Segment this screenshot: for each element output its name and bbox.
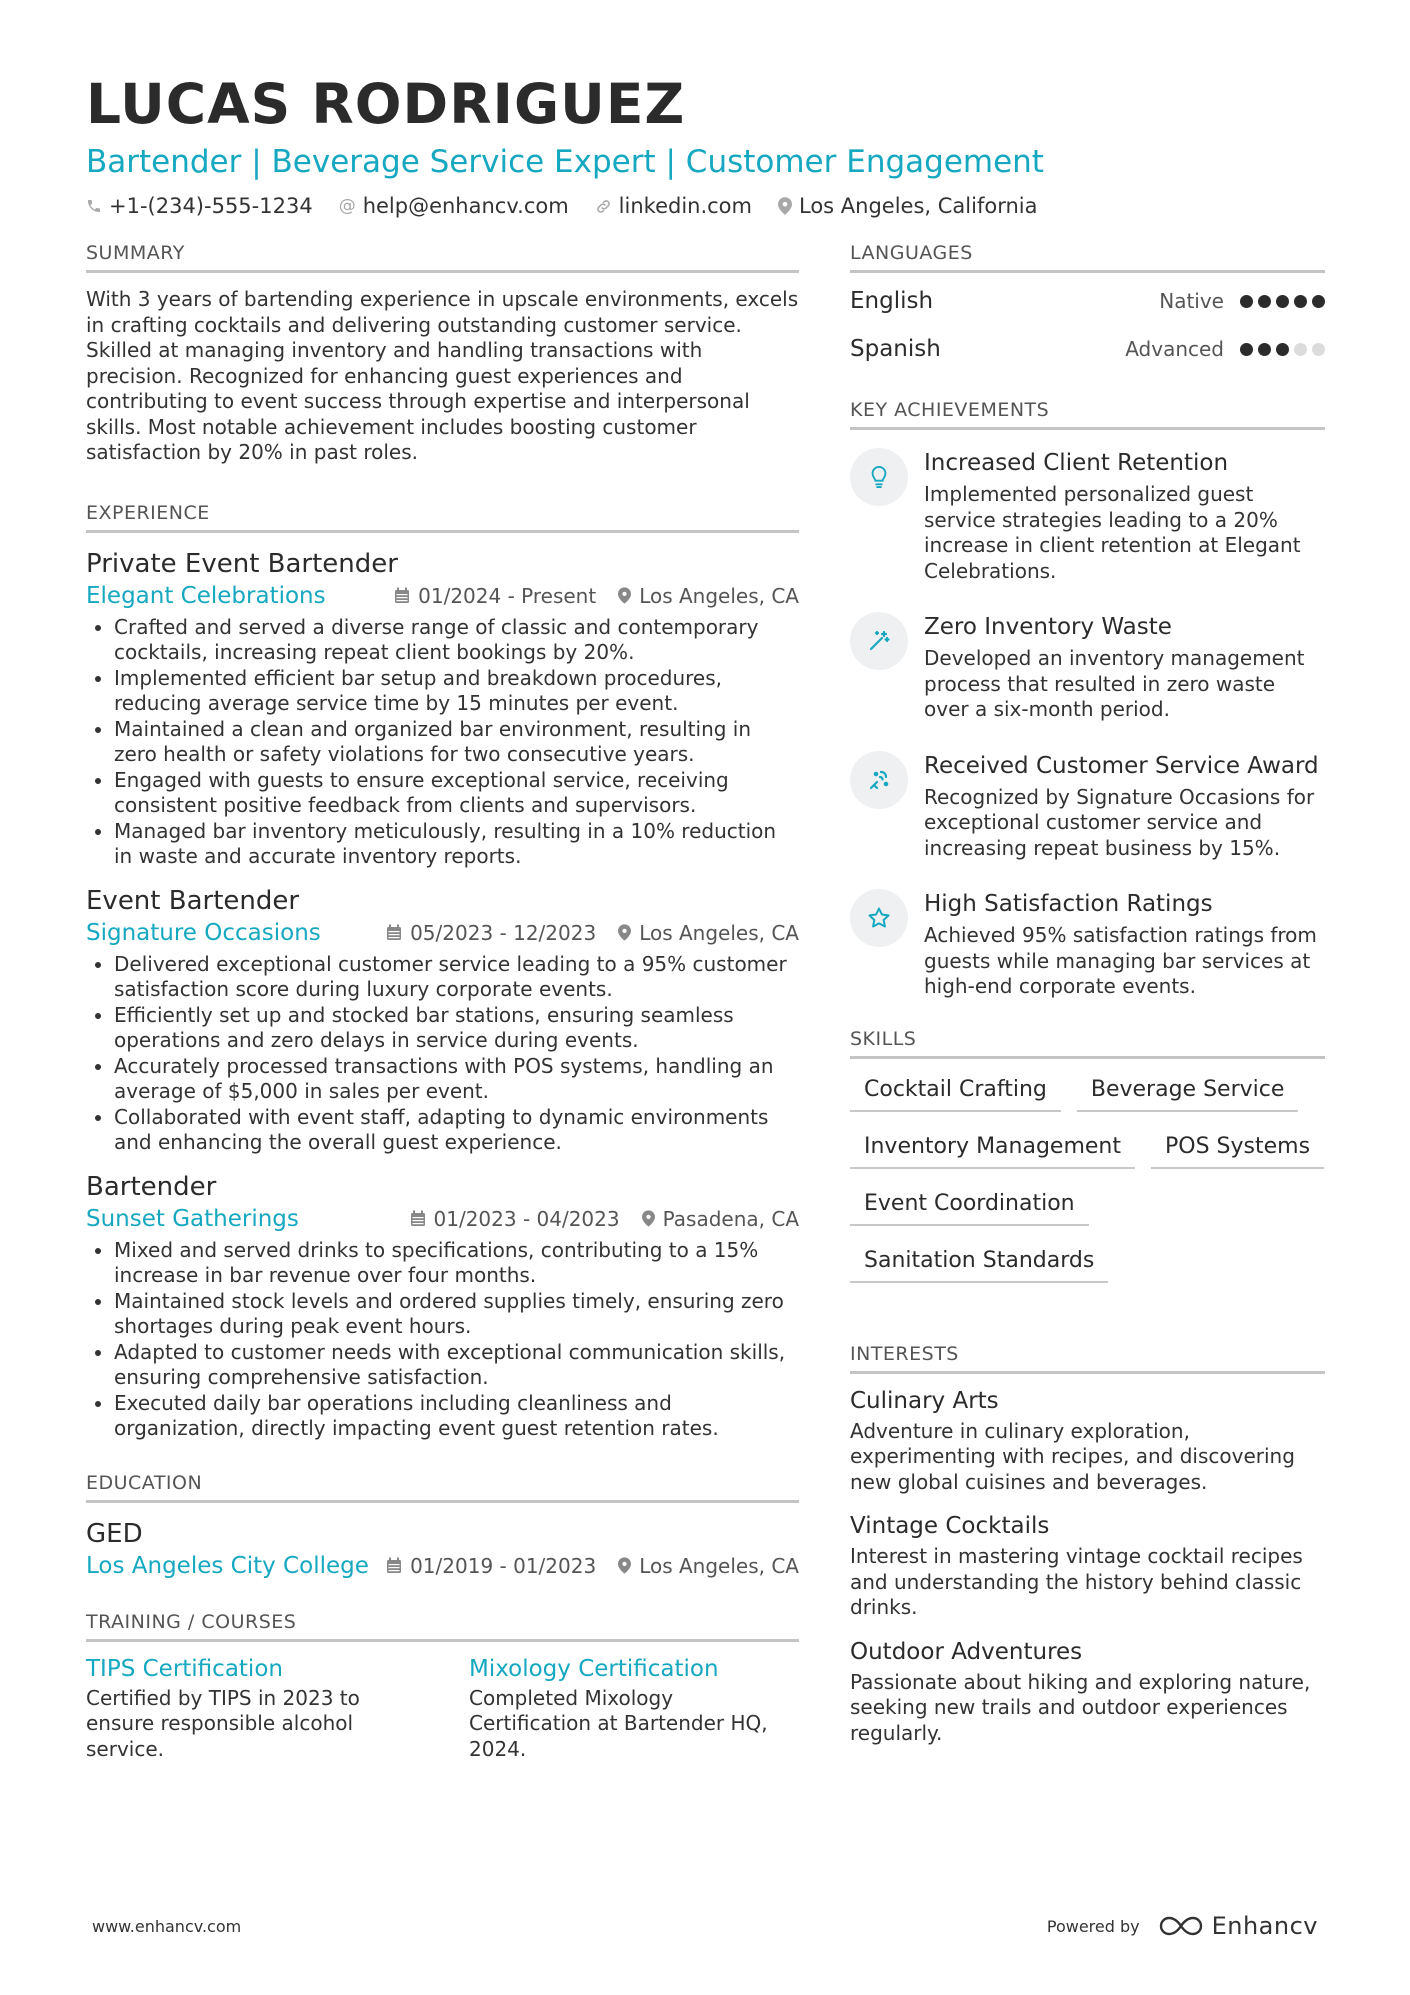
language-row <box>850 325 1325 373</box>
rating-dot-empty <box>1294 343 1307 356</box>
at-icon: @ <box>338 196 356 216</box>
location-text: Pasadena, CA <box>662 1206 799 1231</box>
job-entry <box>86 547 799 870</box>
date-text: 01/2019 - 01/2023 <box>410 1553 597 1578</box>
star-icon <box>850 889 908 947</box>
language-name: Spanish <box>850 336 941 362</box>
course-desc: Completed Mixology Certification at Bartender HQ, 2024. <box>469 1685 768 1761</box>
job-bullets <box>86 952 799 1156</box>
bullet-item: • Engaged with guests to ensure exceptional service, receiving consistent positive feedback from clients and supervisors. <box>114 768 799 819</box>
degree: GED <box>86 1518 143 1549</box>
section-title: TRAINING / COURSES <box>86 1611 799 1642</box>
location-icon <box>618 587 631 604</box>
achievement-title: Increased Client Retention <box>924 450 1229 476</box>
bullet-item: • Efficiently set up and stocked bar stations, ensuring seamless operations and zero delays in service during events. <box>114 1003 799 1054</box>
location-icon <box>618 1557 631 1574</box>
bullet-item: • Maintained stock levels and ordered supplies timely, ensuring zero shortages during peak event hours. <box>114 1289 799 1340</box>
skill-tag: Sanitation Standards <box>850 1244 1108 1283</box>
bullet-item: • Implemented efficient bar setup and breakdown procedures, reducing average service time by 15 minutes per event. <box>114 666 799 717</box>
job-bullets <box>86 1238 799 1442</box>
bullet-item: • Crafted and served a diverse range of classic and contemporary cocktails, increasing repeat client bookings by 20%. <box>114 615 799 666</box>
course-title: Mixology Certification <box>469 1655 719 1682</box>
experience-section <box>86 502 799 1442</box>
interest-item <box>850 1639 1325 1747</box>
course-title: TIPS Certification <box>86 1655 283 1682</box>
candidate-name: LUCAS RODRIGUEZ <box>86 72 686 136</box>
achievement-desc: Developed an inventory management process that resulted in zero waste over a six-month period. <box>924 646 1305 721</box>
job-entry <box>86 884 799 1156</box>
achievement-title: Zero Inventory Waste <box>924 614 1172 640</box>
language-rating <box>1240 343 1325 356</box>
interest-title: Outdoor Adventures <box>850 1638 1083 1665</box>
contact-linkedin[interactable] <box>595 194 752 218</box>
calendar-icon <box>386 924 402 941</box>
enhancv-logo[interactable] <box>1158 1912 1318 1940</box>
location-icon <box>778 197 792 215</box>
section-title: KEY ACHIEVEMENTS <box>850 399 1325 430</box>
bullet-item: • Executed daily bar operations including cleanliness and organization, directly impacting event guest retention rates. <box>114 1391 799 1442</box>
rating-dot-filled <box>1276 295 1289 308</box>
course-desc: Certified by TIPS in 2023 to ensure responsible alcohol service. <box>86 1685 360 1761</box>
job-dates <box>410 1207 620 1231</box>
achievement-desc: Recognized by Signature Occasions for exceptional customer service and increasing repeat business by 15%. <box>924 784 1315 860</box>
skill-tag: POS Systems <box>1151 1130 1324 1169</box>
skill-tag: Beverage Service <box>1077 1073 1299 1112</box>
skill-tag: Cocktail Crafting <box>850 1073 1061 1112</box>
job-dates <box>394 584 596 608</box>
job-company: Signature Occasions <box>86 919 321 946</box>
achievement-title: Received Customer Service Award <box>924 752 1319 779</box>
date-text: 01/2023 - 04/2023 <box>433 1206 620 1231</box>
section-title: SKILLS <box>850 1028 1325 1059</box>
bullet-item: • Maintained a clean and organized bar environment, resulting in zero health or safety violations for two consecutive years. <box>114 717 799 768</box>
rating-dot-empty <box>1312 343 1325 356</box>
location-icon <box>618 924 631 941</box>
rating-dot-filled <box>1258 295 1271 308</box>
achievement-item <box>850 448 1325 584</box>
powered-by <box>1047 1912 1318 1940</box>
bullet-item: • Adapted to customer needs with exceptional communication skills, ensuring comprehensive satisfaction. <box>114 1340 799 1391</box>
interest-item <box>850 1388 1325 1496</box>
summary-text: With 3 years of bartending experience in upscale environments, excels in crafting cocktails and delivering outstanding customer service. Skilled at managing inventory and handling transactions with precision. Recognized for enhancing guest experiences and contributing to event success through expertise and interpersonal skills. Most notable achievement includes boosting customer satisfaction by 20% in past roles. <box>86 287 799 464</box>
skill-tag: Event Coordination <box>850 1187 1089 1226</box>
contact-text: help@enhancv.com <box>362 194 569 218</box>
skill-tag: Inventory Management <box>850 1130 1135 1169</box>
footer <box>92 1912 1318 1940</box>
language-name: English <box>850 288 934 314</box>
location-text: Los Angeles, CA <box>639 1553 799 1578</box>
job-role: Event Bartender <box>86 885 300 916</box>
interests-section <box>850 1343 1325 1747</box>
calendar-icon <box>410 1210 426 1227</box>
job-role: Bartender <box>86 1171 217 1202</box>
job-bullets <box>86 615 799 870</box>
rating-dot-filled <box>1276 343 1289 356</box>
achievement-desc: Implemented personalized guest service strategies leading to a 20% increase in client retention at Elegant Celebrations. <box>924 482 1301 583</box>
job-role: Private Event Bartender <box>86 548 398 579</box>
section-title: SUMMARY <box>86 242 799 273</box>
contact-bar <box>86 194 1325 218</box>
date-text: 05/2023 - 12/2023 <box>410 920 597 945</box>
bullet-item: • Mixed and served drinks to specifications, contributing to a 15% increase in bar revenue over four months. <box>114 1238 799 1289</box>
right-column <box>850 242 1325 1798</box>
section-title: EDUCATION <box>86 1472 799 1503</box>
language-level: Advanced <box>1125 337 1224 361</box>
course-item <box>86 1656 416 1763</box>
job-company: Sunset Gatherings <box>86 1205 299 1232</box>
training-section <box>86 1611 799 1763</box>
contact-text: Los Angeles, California <box>798 194 1038 218</box>
languages-section <box>850 242 1325 373</box>
powered-by-label: Powered by <box>1046 1916 1140 1936</box>
calendar-icon <box>394 587 410 604</box>
link-icon <box>595 198 612 215</box>
contact-text: linkedin.com <box>618 194 752 218</box>
contact-phone[interactable] <box>86 194 313 218</box>
contact-text: +1-(234)-555-1234 <box>109 194 313 218</box>
summary-section <box>86 242 799 466</box>
job-entry <box>86 1170 799 1442</box>
left-column <box>86 242 799 1798</box>
bullet-item: • Collaborated with event staff, adapting to dynamic environments and enhancing the overall guest experience. <box>114 1105 799 1156</box>
phone-icon <box>86 198 102 214</box>
job-location <box>618 921 799 945</box>
bullet-item: • Accurately processed transactions with POS systems, handling an average of $5,000 in sales per event. <box>114 1054 799 1105</box>
infinity-logo-icon <box>1158 1914 1204 1938</box>
section-title: INTERESTS <box>850 1343 1325 1374</box>
location-text: Los Angeles, CA <box>639 583 799 608</box>
achievement-item <box>850 612 1325 723</box>
achievement-desc: Achieved 95% satisfaction ratings from guests while managing bar services at high-end corporate events. <box>924 923 1317 998</box>
section-title: LANGUAGES <box>850 242 1325 273</box>
brand-name: Enhancv <box>1211 1912 1318 1940</box>
school-name: Los Angeles City College <box>86 1552 369 1579</box>
interest-title: Vintage Cocktails <box>850 1513 1050 1539</box>
job-location <box>618 584 799 608</box>
magic-wand-icon <box>850 612 908 670</box>
bullet-item: • Delivered exceptional customer service leading to a 95% customer satisfaction score during luxury corporate events. <box>114 952 799 1003</box>
section-title: EXPERIENCE <box>86 502 799 533</box>
rating-dot-filled <box>1240 295 1253 308</box>
date-text: 01/2024 - Present <box>418 583 597 608</box>
job-company: Elegant Celebrations <box>86 582 326 609</box>
achievement-title: High Satisfaction Ratings <box>924 891 1213 917</box>
header <box>86 70 1325 218</box>
language-level: Native <box>1159 289 1224 313</box>
job-location <box>642 1207 799 1231</box>
location-text: Los Angeles, CA <box>639 920 799 945</box>
interest-desc: Interest in mastering vintage cocktail recipes and understanding the history behind classic drinks. <box>850 1544 1303 1619</box>
lightbulb-icon <box>850 448 908 506</box>
contact-email[interactable] <box>339 194 569 218</box>
education-location <box>618 1554 799 1578</box>
rating-dot-filled <box>1312 295 1325 308</box>
skills-list <box>850 1073 1325 1283</box>
rating-dot-filled <box>1294 295 1307 308</box>
contact-location <box>778 194 1038 218</box>
education-section <box>86 1472 799 1579</box>
course-item <box>469 1656 799 1763</box>
language-rating <box>1240 295 1325 308</box>
interest-desc: Adventure in culinary exploration, experimenting with recipes, and discovering new global cuisines and beverages. <box>850 1418 1295 1494</box>
bullet-item: • Managed bar inventory meticulously, resulting in a 10% reduction in waste and accurate inventory reports. <box>114 819 799 870</box>
interest-item <box>850 1513 1325 1621</box>
job-dates <box>386 921 596 945</box>
headline: Bartender | Beverage Service Expert | Customer Engagement <box>86 144 1044 180</box>
education-dates <box>386 1554 596 1578</box>
calendar-icon <box>386 1557 402 1574</box>
skills-section <box>850 1028 1325 1283</box>
achievements-section <box>850 399 1325 1000</box>
achievement-item <box>850 889 1325 1000</box>
ribbon-icon <box>850 751 908 809</box>
interest-title: Culinary Arts <box>850 1387 999 1414</box>
rating-dot-filled <box>1258 343 1271 356</box>
location-icon <box>642 1210 655 1227</box>
footer-url[interactable]: www.enhancv.com <box>92 1916 242 1936</box>
achievement-item <box>850 751 1325 862</box>
language-row <box>850 277 1325 325</box>
interest-desc: Passionate about hiking and exploring nature, seeking new trails and outdoor experiences regularly. <box>850 1669 1311 1745</box>
rating-dot-filled <box>1240 343 1253 356</box>
